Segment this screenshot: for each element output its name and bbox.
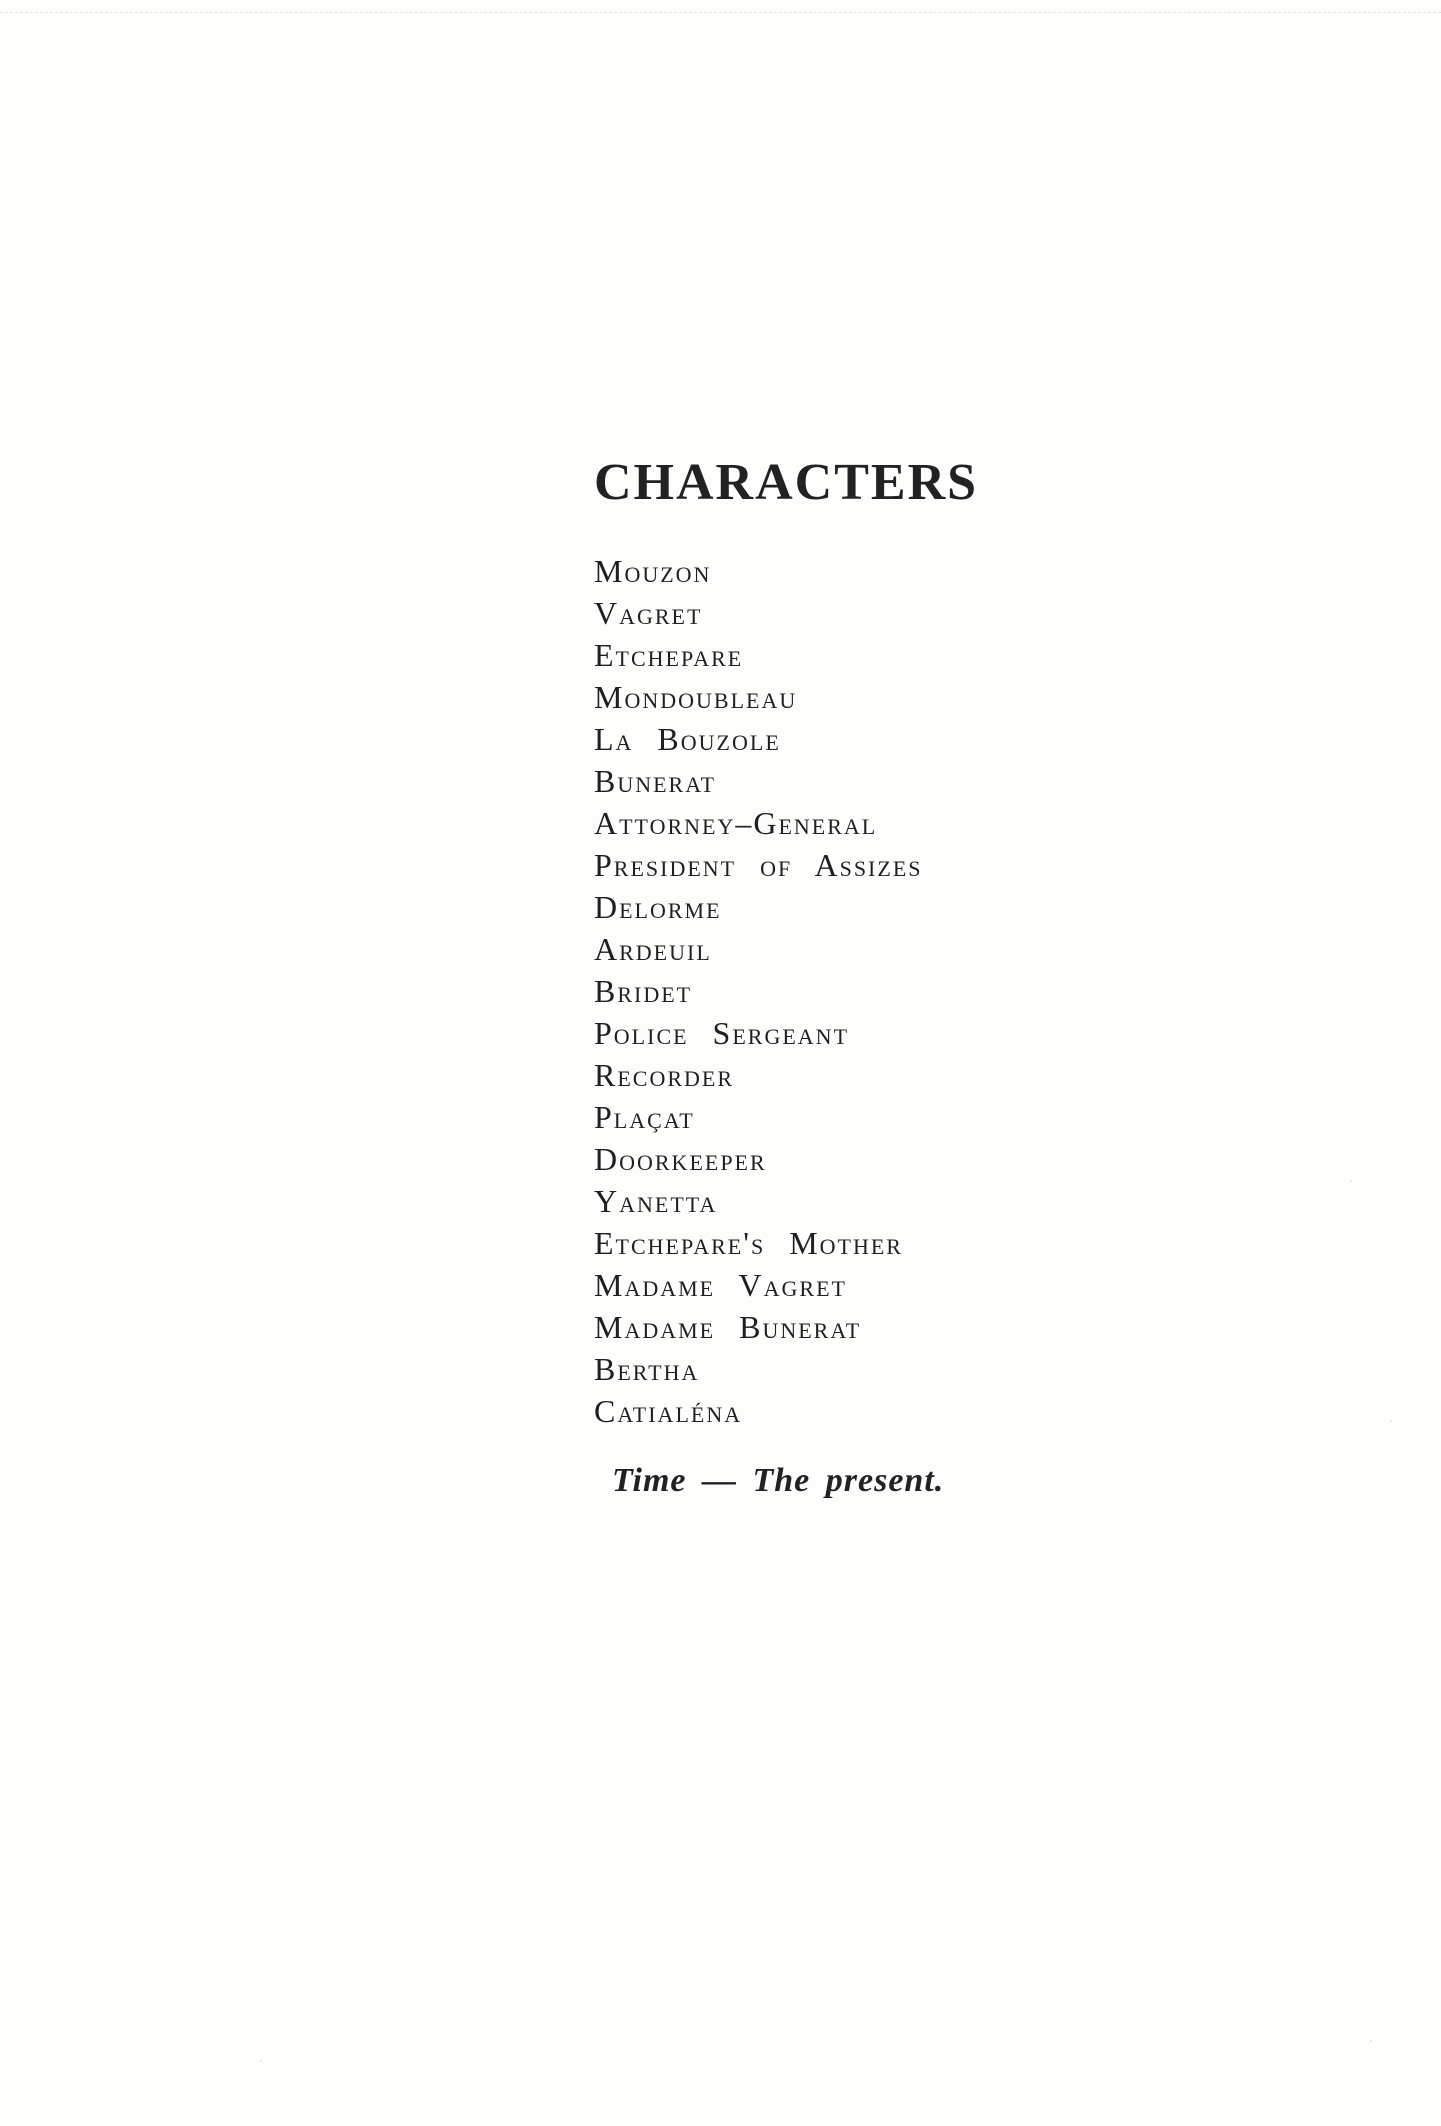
character-item: Recorder xyxy=(594,1057,735,1093)
character-item: Etchepare's Mother xyxy=(594,1225,903,1261)
character-item: Plaçat xyxy=(594,1099,695,1135)
character-item: Mondoubleau xyxy=(594,679,798,715)
character-item: President of Assizes xyxy=(594,847,923,883)
character-item: Police Sergeant xyxy=(594,1015,850,1051)
paper-speckle xyxy=(1350,1180,1352,1182)
character-item: Vagret xyxy=(594,595,703,631)
character-item: Attorney–General xyxy=(594,805,878,841)
character-item: Ardeuil xyxy=(594,931,712,967)
character-item: Doorkeeper xyxy=(594,1141,767,1177)
paper-speckle xyxy=(1390,1420,1392,1422)
character-item: Delorme xyxy=(594,889,722,925)
paper-speckle xyxy=(260,2060,262,2062)
character-list-section xyxy=(594,452,1154,1500)
character-item: Madame Vagret xyxy=(594,1267,847,1303)
character-item: Bunerat xyxy=(594,763,717,799)
character-item: La Bouzole xyxy=(594,721,781,757)
character-item: Bertha xyxy=(594,1351,700,1387)
page-top-edge xyxy=(0,12,1441,13)
character-item: Madame Bunerat xyxy=(594,1309,862,1345)
character-item: Bridet xyxy=(594,973,693,1009)
character-item: Catialéna xyxy=(594,1393,743,1429)
character-item: Etchepare xyxy=(594,637,744,673)
character-list xyxy=(594,550,1154,1432)
time-setting-note: Time — The present. xyxy=(612,1462,945,1499)
character-item: Yanetta xyxy=(594,1183,718,1219)
paper-speckle xyxy=(1370,2040,1372,2042)
page-title: CHARACTERS xyxy=(594,454,979,511)
character-item: Mouzon xyxy=(594,553,712,589)
